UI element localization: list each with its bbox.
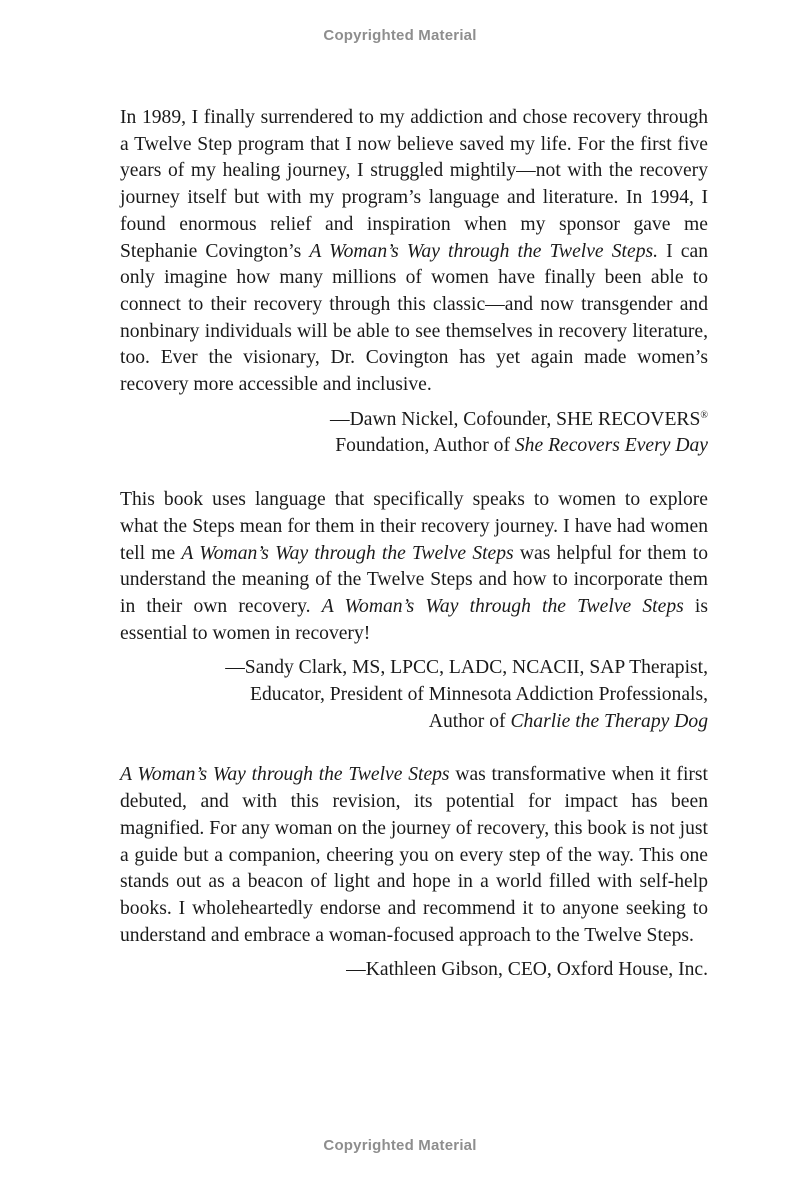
- spacer: [120, 735, 708, 762]
- quote-text: is essential to women in recovery!: [120, 595, 708, 644]
- attribution-line: [120, 709, 708, 736]
- quote-text: I can only imagine how many millions of women have finally been able to connect to their recovery through this classic—and now transgender and nonbinary individuals will be able to see themselves in recovery literature, too. Ever the visionary, Dr. Covington has yet again made women’s recovery more accessible and inclusive.: [120, 240, 708, 396]
- spacer: [120, 460, 708, 487]
- quote-text: This book uses language that specifically speaks to women to explore what the Steps mean for them in their recovery journey. I have had women tell me: [120, 489, 708, 564]
- book-title: Charlie the Therapy Dog: [510, 710, 708, 732]
- endorsement-sandy-clark: [120, 487, 708, 735]
- endorsement-kathleen-gibson: [120, 762, 708, 984]
- book-title: A Woman’s Way through the Twelve Steps: [120, 764, 450, 786]
- copyright-watermark-top: Copyrighted Material: [323, 27, 477, 44]
- attribution-line: Educator, President of Minnesota Addiction Professionals,: [250, 684, 708, 706]
- copyright-watermark-bottom: Copyrighted Material: [323, 1137, 477, 1154]
- quote-text: was transformative when it first debuted, and with this revision, its potential for impact has been magnified. For any woman on the journey of recovery, this book is not just a guide but a companion, cheering you on every step of the way. This one stands out as a beacon of light and hope in a world filled with self-help books. I wholeheartedly endorse and recommend it to anyone seeking to understand and embrace a woman-focused approach to the Twelve Steps.: [120, 764, 708, 946]
- endorsements: [120, 105, 708, 984]
- attribution-text: —Dawn Nickel, Cofounder, SHE RECOVERS: [330, 408, 701, 430]
- attribution-text: Author of: [428, 710, 511, 732]
- endorsement-quote: [120, 105, 708, 399]
- book-title: She Recovers Every Day: [514, 435, 708, 457]
- attribution-line: —Kathleen Gibson, CEO, Oxford House, Inc.: [346, 959, 708, 981]
- endorsement-attribution: [120, 407, 708, 460]
- quote-text: was helpful for them to understand the meaning of the Twelve Steps and how to incorporate them in their own recovery.: [120, 542, 708, 617]
- endorsement-quote: [120, 762, 708, 949]
- attribution-line: —Sandy Clark, MS, LPCC, LADC, NCACII, SAP Therapist,: [225, 657, 708, 679]
- attribution-text: Foundation, Author of: [335, 435, 515, 457]
- book-title: A Woman’s Way through the Twelve Steps.: [309, 240, 659, 262]
- attribution-line: [120, 407, 708, 434]
- book-title: A Woman’s Way through the Twelve Steps: [181, 542, 514, 564]
- quote-text: In 1989, I finally surrendered to my addiction and chose recovery through a Twelve Step program that I now believe saved my life. For the first five years of my healing journey, I struggled mightily—not with the recovery journey itself but with my program’s language and literature. In 1994, I found enormous relief and inspiration when my sponsor gave me Stephanie Covington’s: [120, 107, 708, 262]
- book-title: A Woman’s Way through the Twelve Steps: [321, 595, 684, 617]
- endorsement-dawn-nickel: [120, 105, 708, 460]
- endorsement-attribution: [120, 655, 708, 735]
- endorsement-quote: [120, 487, 708, 647]
- attribution-line: [120, 433, 708, 460]
- registered-mark: ®: [700, 409, 708, 421]
- endorsement-attribution: [120, 957, 708, 984]
